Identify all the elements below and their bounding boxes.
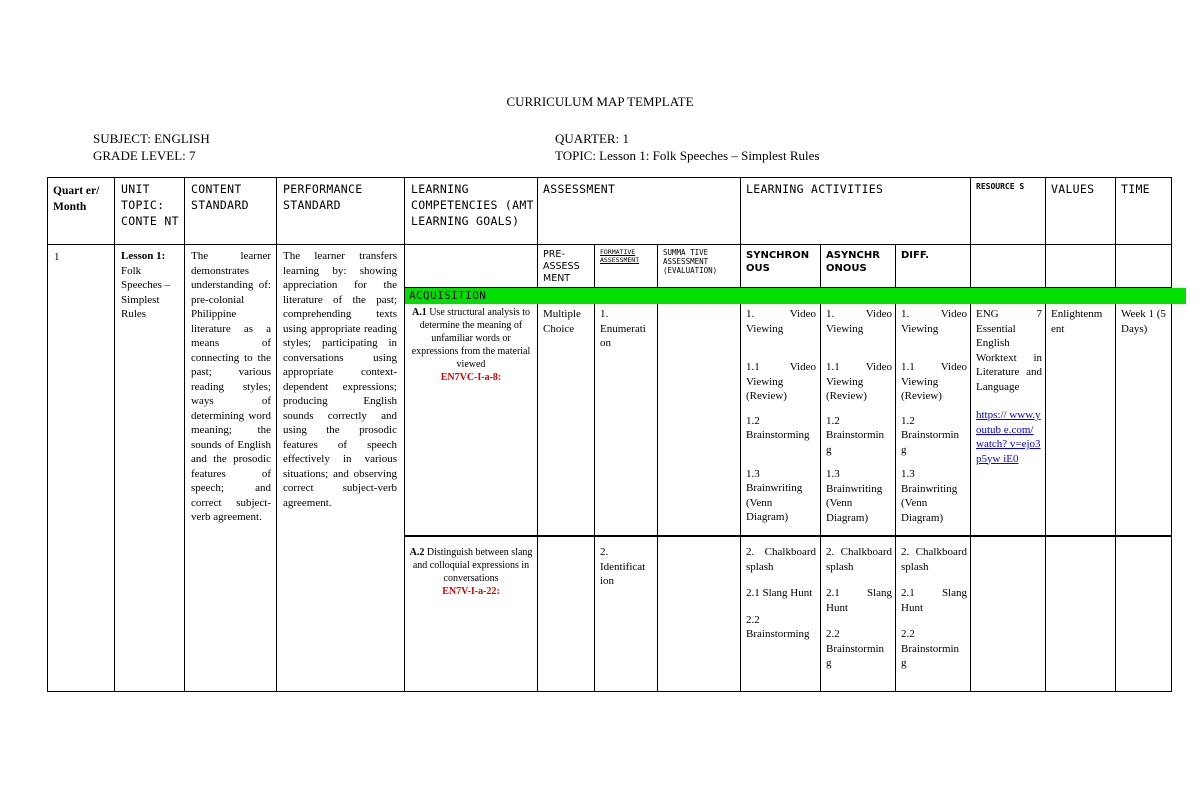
resources-link[interactable]: https:// www.youtub e.com/ watch? v=ejo3p5yw iE0 <box>976 409 1041 465</box>
row-performance-standard: The learner transfers learning by: showing appreciation for the literature of the past; comprehending texts using appropriate reading styles; participating in conversations using appropriate context-dependent expressions; producing English sounds correctly and using the prosodic features of speech effectively in various situations; and observing correct subject-verb agreement. <box>283 250 397 509</box>
col-line-9 <box>820 244 821 692</box>
a2-diff-1: 2. Chalkboard splash <box>901 546 967 573</box>
header-bottom-border <box>47 244 1171 245</box>
topic-label: TOPIC: Lesson 1: Folk Speeches – Simplest Rules <box>555 148 820 163</box>
competency-a2-code: EN7V-I-a-22: <box>442 586 500 597</box>
resources-text: ENG 7 Essential English Worktext in Literature and Language <box>976 308 1042 393</box>
a2-diff <box>901 545 967 671</box>
col-line-7 <box>657 244 658 692</box>
header-content-standard: CONTENT STANDARD <box>191 182 249 212</box>
a2-sync-2: 2.1 Slang Hunt <box>746 587 813 599</box>
col-line-4 <box>404 177 405 692</box>
col-line-6 <box>594 244 595 692</box>
table-top-border <box>47 177 1171 178</box>
header-time: TIME <box>1121 182 1150 196</box>
a2-formative: 2. Identificat ion <box>600 546 646 587</box>
header-unit-topic: UNIT TOPIC: CONTE NT <box>121 182 179 228</box>
a2-sync-1: 2. Chalkboard splash <box>746 546 816 573</box>
a1-diff-4: 1.3 Brainwriting (Venn Diagram) <box>901 468 958 524</box>
subheader-asynchronous: ASYNCHR ONOUS <box>826 250 880 274</box>
row-quarter: 1 <box>54 251 60 263</box>
row-content-standard: The learner demonstrates understanding of: pre-colonial Philippine literature as a means of connecting to the past; various reading styles; ways of determining word meaning; the sounds of English and the prosodic features of speech; and correct subject-verb agreement. <box>191 250 271 523</box>
header-learning-activities: LEARNING ACTIVITIES <box>746 182 884 196</box>
a1-sync-1: 1. Video Viewing <box>746 308 816 335</box>
a1-async-3: 1.2 Brainstormin g <box>826 414 885 456</box>
a2-async-3: 2.2 Brainstormin g <box>826 628 885 669</box>
a1-asynchronous <box>826 307 892 525</box>
competency-a1 <box>408 306 534 384</box>
competency-a2-code-label: A.2 <box>409 547 425 558</box>
a1-sync-4: 1.3 Brainwriting (Venn Diagram) <box>746 467 803 523</box>
a1-diff <box>901 307 967 525</box>
a1-diff-2: 1.1 Video Viewing (Review) <box>901 361 967 402</box>
a1-formative: 1. Enumerati on <box>600 308 646 349</box>
a1-sync-2: 1.1 Video Viewing (Review) <box>746 361 816 402</box>
competency-a1-text: Use structural analysis to determine the meaning of unfamiliar words or expressions from the material viewed <box>411 307 531 370</box>
col-line-13 <box>1115 177 1116 692</box>
header-learning-competencies: LEARNING COMPETENCIES (AMT LEARNING GOALS) <box>411 182 534 228</box>
a1-diff-3: 1.2 Brainstormin g <box>901 414 960 456</box>
acquisition-banner: ACQUISITION <box>405 288 1186 304</box>
subheader-summative: SUMMA TIVE ASSESSMENT (EVALUATION) <box>663 248 718 275</box>
row-time: Week 1 (5 Days) <box>1121 308 1166 335</box>
competency-a1-code: EN7VC-I-a-8: <box>440 372 502 383</box>
header-values: VALUES <box>1051 182 1095 196</box>
a1-synchronous <box>746 307 816 525</box>
col-line-3 <box>276 177 277 692</box>
competency-a1-code-label: A.1 <box>411 307 427 318</box>
competency-a2-text: Distinguish between slang and colloquial expressions in conversations <box>412 547 533 584</box>
col-line-8 <box>740 177 741 692</box>
a2-sync-3: 2.2 Brainstorming <box>746 613 810 640</box>
row-unit-topic <box>121 249 181 322</box>
col-line-0 <box>47 177 48 692</box>
quarter-label: QUARTER: 1 <box>555 131 629 146</box>
col-line-10 <box>895 244 896 692</box>
a1-async-4: 1.3 Brainwriting (Venn Diagram) <box>826 468 883 524</box>
unit-topic-rest: Folk Speeches – Simplest Rules <box>121 264 171 320</box>
col-line-2 <box>184 177 185 692</box>
header-resources: RESOURCE S <box>976 182 1025 191</box>
row-values: Enlightenm ent <box>1051 308 1103 335</box>
a2-diff-3: 2.2 Brainstormin g <box>901 628 960 669</box>
a1-pre-assessment: Multiple Choice <box>543 308 581 335</box>
header-assessment: ASSESSMENT <box>543 182 616 196</box>
subheader-pre-assessment: PRE-ASSESS MENT <box>543 249 580 284</box>
a2-asynchronous <box>826 545 892 671</box>
document-title: CURRICULUM MAP TEMPLATE <box>506 94 694 109</box>
a1-async-1: 1. Video Viewing <box>826 308 892 335</box>
a2-async-2: 2.1 Slang Hunt <box>826 587 892 614</box>
col-line-11 <box>970 177 971 692</box>
a1-sync-3: 1.2 Brainstorming <box>746 414 810 441</box>
col-line-1 <box>114 177 115 692</box>
subheader-diff: DIFF. <box>901 250 930 261</box>
table-bottom-border <box>47 691 1171 692</box>
unit-topic-bold: Lesson 1: <box>121 250 166 262</box>
row-resources <box>976 307 1042 466</box>
col-line-5 <box>537 177 538 692</box>
a2-diff-2: 2.1 Slang Hunt <box>901 587 967 614</box>
subheader-synchronous: SYNCHRON OUS <box>746 250 810 274</box>
competency-a2 <box>408 546 534 598</box>
competency-divider <box>405 535 1171 537</box>
a2-synchronous <box>746 545 816 642</box>
grade-level-label: GRADE LEVEL: 7 <box>93 148 196 163</box>
subheader-formative: FORMATIVE ASSESSMENT <box>600 248 640 264</box>
a2-async-1: 2. Chalkboard splash <box>826 546 892 573</box>
col-line-12 <box>1045 177 1046 692</box>
col-line-14 <box>1171 177 1172 692</box>
subject-label: SUBJECT: ENGLISH <box>93 131 210 146</box>
a1-async-2: 1.1 Video Viewing (Review) <box>826 361 892 402</box>
header-performance-standard: PERFORMANCE STANDARD <box>283 182 363 212</box>
a1-diff-1: 1. Video Viewing <box>901 308 967 335</box>
header-quarter-month: Quart er/ Month <box>53 185 100 213</box>
